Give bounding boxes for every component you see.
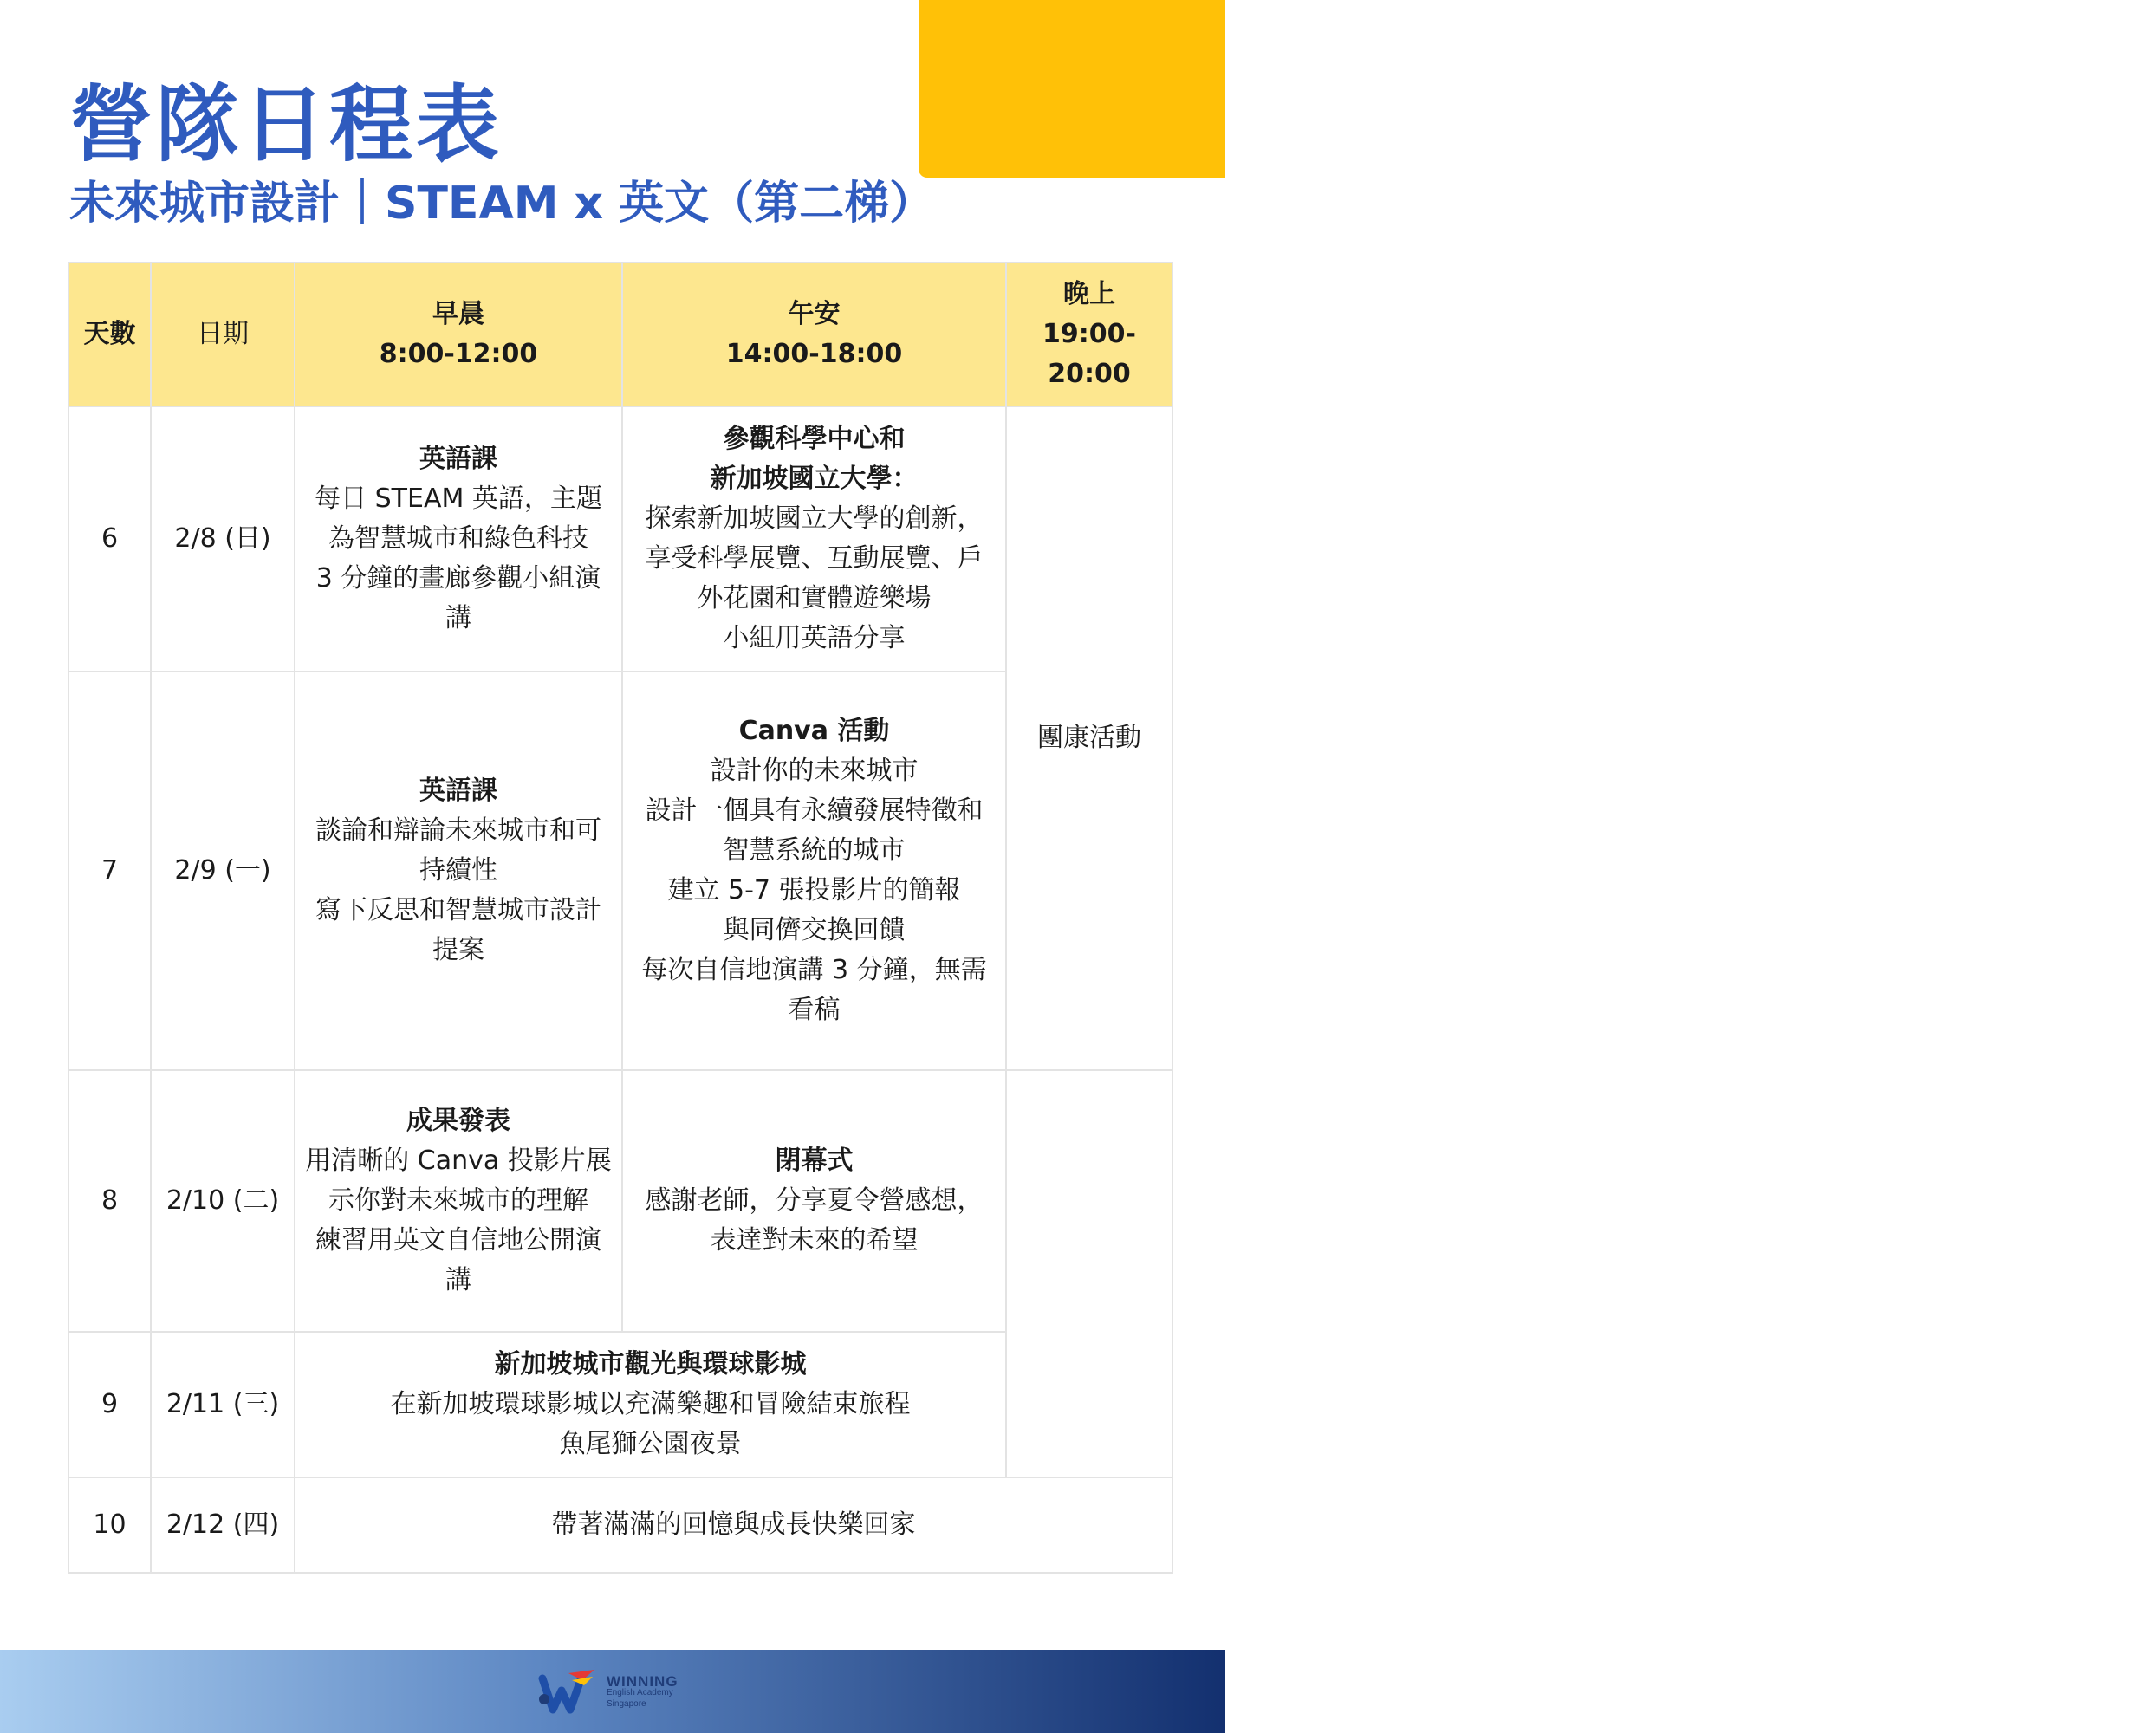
merged-line: 魚尾獅公園夜景 [559, 1429, 742, 1459]
cell-date: 2/12 (四) [151, 1477, 295, 1573]
cell-day: 9 [68, 1332, 151, 1477]
cell-date: 2/9 (一) [151, 672, 295, 1070]
cell-day: 7 [68, 672, 151, 1070]
morning-line: 講 [445, 603, 471, 633]
cell-morning [295, 406, 622, 672]
afternoon-line: 與同儕交換回饋 [723, 915, 906, 945]
morning-line: 提案 [432, 935, 484, 965]
chevron-right-icon: › [1984, 4, 2010, 75]
afternoon-title: Canva 活動 [738, 716, 890, 746]
afternoon-line: 看稿 [788, 995, 841, 1025]
chevron-right-icon: › [2054, 4, 2079, 75]
afternoon-line: 設計你的未來城市 [710, 756, 919, 786]
morning-title: 英語課 [419, 444, 497, 474]
header-morning-label: 早晨 [432, 299, 484, 329]
header-afternoon-label: 午安 [788, 299, 841, 329]
cell-day: 10 [68, 1477, 151, 1573]
logo-subtitle: Singapore [607, 1698, 646, 1709]
afternoon-title: 新加坡國立大學： [710, 464, 919, 494]
afternoon-title: 閉幕式 [775, 1146, 854, 1176]
table-row [68, 1070, 1172, 1332]
cell-morning [295, 1070, 622, 1332]
header-evening-label: 晚上 [1063, 279, 1115, 309]
header-morning-time: 8:00-12:00 [379, 339, 538, 369]
afternoon-line: 表達對未來的希望 [710, 1225, 919, 1256]
logo-name: WINNING [607, 1672, 679, 1690]
morning-line: 為智慧城市和綠色科技 [328, 523, 588, 554]
chevron-right-icon: › [1950, 4, 1975, 75]
morning-line: 用清晰的 Canva 投影片展 [305, 1146, 612, 1176]
cell-merged-day [295, 1332, 1006, 1477]
morning-line: 3 分鐘的畫廊參觀小組演 [315, 563, 601, 594]
header-evening-time-start: 19:00- [1042, 319, 1136, 349]
afternoon-line: 外花園和實體遊樂場 [697, 583, 932, 613]
cell-morning [295, 672, 622, 1070]
winning-logo-icon [537, 1666, 598, 1718]
afternoon-line: 設計一個具有永續發展特徵和 [645, 795, 984, 826]
cell-afternoon [622, 672, 1006, 1070]
afternoon-line: 每次自信地演講 3 分鐘，無需 [641, 955, 987, 985]
header-afternoon [622, 263, 1006, 406]
schedule-table [68, 262, 1173, 1574]
table-row [68, 1477, 1172, 1573]
afternoon-line: 小組用英語分享 [723, 623, 906, 653]
chevron-right-icon: › [2123, 4, 2148, 75]
chevron-right-icon: › [2019, 4, 2044, 75]
chevron-decoration [1950, 4, 2148, 75]
afternoon-title: 參觀科學中心和 [723, 424, 906, 454]
afternoon-line: 智慧系統的城市 [723, 835, 906, 866]
logo-subtitle: English Academy [607, 1687, 673, 1697]
cell-date: 2/10 (二) [151, 1070, 295, 1332]
morning-title: 英語課 [419, 776, 497, 806]
header-date: 日期 [151, 263, 295, 406]
afternoon-line: 建立 5-7 張投影片的簡報 [667, 875, 961, 905]
cell-date: 2/11 (三) [151, 1332, 295, 1477]
afternoon-line: 探索新加坡國立大學的創新， [645, 503, 984, 534]
header-morning [295, 263, 622, 406]
morning-line: 寫下反思和智慧城市設計 [315, 895, 601, 925]
cell-day: 8 [68, 1070, 151, 1332]
morning-line: 持續性 [419, 855, 497, 886]
morning-title: 成果發表 [406, 1106, 510, 1136]
corner-accent-box [919, 0, 2148, 178]
chevron-right-icon: › [2088, 4, 2114, 75]
cell-date: 2/8 (日) [151, 406, 295, 672]
cell-evening-empty [1006, 1070, 1172, 1477]
cell-day: 6 [68, 406, 151, 672]
afternoon-line: 享受科學展覽、互動展覽、戶 [645, 543, 984, 574]
cell-merged-all: 帶著滿滿的回憶與成長快樂回家 [295, 1477, 1172, 1573]
morning-line: 談論和辯論未來城市和可 [315, 815, 601, 846]
page-title: 營隊日程表 [69, 76, 503, 173]
morning-line: 示你對未來城市的理解 [328, 1185, 588, 1216]
morning-line: 每日 STEAM 英語，主題 [315, 484, 602, 514]
footer-logo [537, 1662, 702, 1723]
merged-title: 新加坡城市觀光與環球影城 [494, 1349, 807, 1379]
cell-evening-activity: 團康活動 [1006, 406, 1172, 1070]
header-afternoon-time: 14:00-18:00 [725, 339, 903, 369]
table-row [68, 406, 1172, 672]
morning-line: 講 [445, 1265, 471, 1295]
afternoon-line: 感謝老師，分享夏令營感想， [645, 1185, 984, 1216]
page-subtitle: 未來城市設計｜STEAM x 英文（第二梯） [69, 178, 935, 230]
header-day: 天數 [68, 263, 151, 406]
header-evening [1006, 263, 1172, 406]
cell-afternoon [622, 1070, 1006, 1332]
morning-line: 練習用英文自信地公開演 [315, 1225, 601, 1256]
header-evening-time-end: 20:00 [1048, 359, 1131, 389]
cell-afternoon [622, 406, 1006, 672]
merged-line: 在新加坡環球影城以充滿樂趣和冒險結束旅程 [390, 1389, 911, 1419]
table-header-row [68, 263, 1172, 406]
